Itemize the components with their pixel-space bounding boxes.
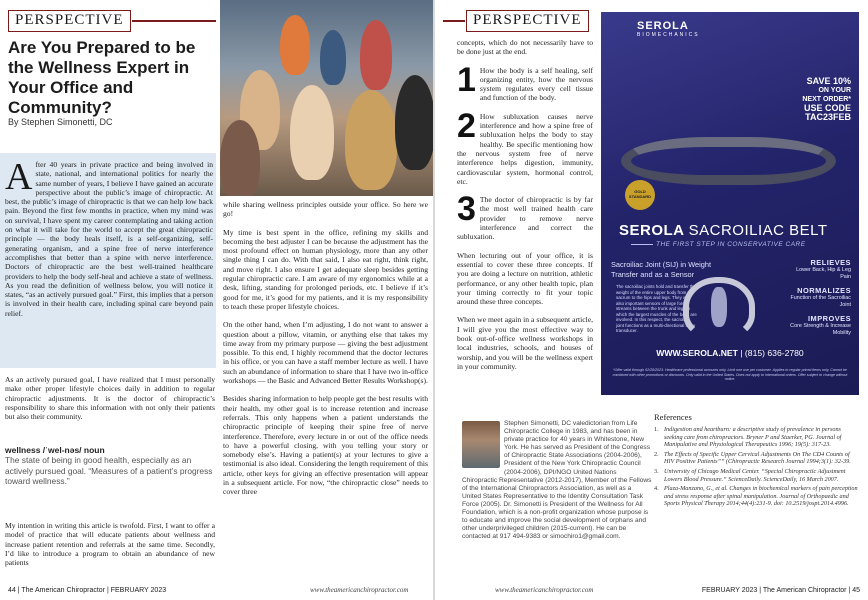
reference-item: 2. The Effects of Specific Upper Cervical Adjustments On The CD4 Counts of HIV Positive Patients”” (Chiropractic Research Journal 1994;3(1): 32-39. [654, 450, 851, 466]
numbered-item-1: 1 How the body is a self healing, self organizing entity, how the nervous system regulates every cell tissue and function of the body. [457, 65, 593, 103]
benefit-relieves: RELIEVES Lower Back, Hip & Leg Pain [796, 258, 851, 280]
ad-tagline: THE FIRST STEP IN CONSERVATIVE CARE [631, 241, 806, 248]
numbered-column [457, 38, 593, 380]
belt-product-image [621, 137, 836, 185]
serola-logo: SEROLA BIOMECHANICS [637, 20, 700, 38]
serola-advertisement[interactable] [601, 12, 859, 395]
promo-code: TAC23FEB [805, 112, 851, 122]
intro-paragraph: concepts, which do not necessarily have to be done just at the end. [457, 38, 593, 57]
footer-url-right: www.theamericanchiropractor.com [495, 586, 594, 594]
references-heading: References [654, 412, 692, 422]
ad-headline: SEROLA SACROILIAC BELT [619, 222, 828, 239]
item-number: 3 [457, 195, 476, 229]
author-photo [462, 421, 500, 468]
ad-website-link[interactable]: WWW.SEROLA.NET | (815) 636-2780 [656, 348, 804, 358]
gold-standard-seal-icon: GOLD STANDARD [625, 180, 655, 210]
article-title: Are You Prepared to be the Wellness Expert in Your Office and Community? [8, 38, 196, 117]
closing-paragraph: When we meet again in a subsequent article, I will give you the most effective way to book out-of-office wellness workshops in local industries, schools, and houses of worship, and you will be the wellness expert in your community. [457, 315, 593, 371]
right-page [435, 0, 868, 600]
reference-item: 4. Plaza-Manzano, G., et al. Changes in biochemical markers of pain perception and stress response after spinal manipulation. Journal of Orthopaedic and Sports Physical Therapy 2014;44(4):231-9. doi: 10.2519/jospt.2014.4996. [654, 485, 858, 508]
wellness-definition [5, 445, 215, 487]
sij-heading: Sacroiliac Joint (SIJ) in Weight Transfer and as a Sensor [611, 260, 712, 279]
ad-fine-print: *Offer valid through 02/28/2023. Healthcare professional accounts only. Limit one use per customer. Applies to regular priced items only. Cannot be combined with other promotions or discounts. Only valid in the United States. Does not apply to international orders. Offer subject to change without notice. [612, 368, 848, 382]
left-page [0, 0, 433, 600]
col2-paragraph-1: My time is best spent in the office, refining my skills and becoming the best adjuster I can be because the adjustment has the most profound effect on human physiology, more than any other single thing I can do. With that said, I also eat right, think right, and move right. I also ensure I get adequate sleep besides getting regular chiropractic care. I am aware of my ergonomics while at a desk, lifting, standing for prolonged periods, etc. I believe if it’s good for me, it’s good for my patients, and it is my responsibility to teach these proper lifestyle choices. [223, 227, 428, 311]
footer-folio-left: 44 | The American Chiropractor | FEBRUARY 2023 [8, 587, 167, 594]
footer-url-left: www.theamericanchiropractor.com [310, 586, 409, 594]
lede-paragraph: After 40 years in private practice and being involved in state, national, and international politics for nearly the same number of years, I believe I have gained an accurate perspective about the public’s image of chiropractic. At best, the public’s image of chiropractic is that we can help low back pain. Beyond the first few months in practice, when my mind was on survival, I have spent my career contemplating and taking action on what it will take for the world to accept the great chiropractic principle — the body heals itself, is a self-organizing, self-generating organism, and a spine free of nerve interference accomplishes that better than a spine with nerve interference. Doctors of chiropractic are the best well-trained healthcare providers to help the body self-heal and achieve a state of wellness. As you read the definition of wellness below, you will notice it states, “as an actively pursued goal.” First, this implies that a person is involved in their health care, including spinal care beyond pain relief. [5, 156, 213, 318]
sij-description: The sacroiliac joints hold and transfer the weight of the entire upper body from the sacrum to the hips and legs. They are also important sensors of large force streams between the trunk and legs in which the largest muscles of the body are involved. In this respect, the sacroiliac joint functions as a multi-directional force transducer. [616, 284, 697, 333]
column-two [223, 200, 428, 506]
drop-cap: A [5, 156, 33, 198]
intention-paragraph: My intention in writing this article is twofold. First, I want to offer a model of practice that will educate patients about wellness and increase patient retention and referrals at the same time. Secondly, I’d like to introduce a program to obtain an abundance of new patients [5, 521, 215, 568]
section-label: PERSPECTIVE [466, 10, 589, 32]
pelvis-illustration [683, 277, 755, 339]
item-number: 2 [457, 111, 476, 145]
definition-heading: wellness /ˈwel-nəs/ noun [5, 445, 105, 455]
col2-paragraph-2: On the other hand, when I’m adjusting, I do not want to answer a question about a pillow, vitamin, or anything else that takes my time away from my primary purpose — giving the best adjustment possible. To this end, I highly recommend that the doctor lectures in his office, or you can have a staff member lecture as well. I have such an abundance of information to share that I have two in-office workshops — the Basic and Advanced Better Results Workshop(s). [223, 320, 428, 386]
promo-offer: SAVE 10% ON YOUR NEXT ORDER* USE CODE TAC23FEB [761, 77, 851, 122]
benefit-improves: IMPROVES Core Strength & Increase Mobility [790, 314, 851, 336]
benefit-normalizes: NORMALIZES Function of the Sacroiliac Joint [790, 286, 851, 308]
numbered-item-2: 2 How subluxation causes nerve interference and how a spine free of subluxation helps the body to stay healthy. Be specific mentioning how the nervous system free of nerve interference helps digestion, immunity, cardiovascular system, hormonal control, etc. [457, 111, 593, 186]
goal-paragraph: As an actively pursued goal, I have realized that I must personally make other proper lifestyle choices daily in addition to regular chiropractic adjustments. It is the doctor of chiropractic’s responsibility to share this information with not only their patients but also their community. [5, 375, 215, 422]
references [654, 412, 860, 510]
col2-paragraph-3: Besides sharing information to help people get the best results with their health, my other goal is to increase retention and increase referrals. This only happens when a patient understands the chiropractic principle of keeping their spine free of nerve interference. Therefore, every lecture in or out of the office needs to have a powerful closing, with you telling your story or somebody else’s. Having a patient(s) at your lectures to give a testimonial is also ideal. Considering the length requirement of this article, other keys for giving an effective presentation will appear in a subsequent article. For now, “the chiropractic close” needs to cover three [223, 394, 428, 497]
reference-item: 3. University of Chicago Medical Center. “Special Chiropractic Adjustment Lowers Blood Pressure.” ScienceDaily. ScienceDaily, 16 March 2007. [654, 467, 846, 483]
item-number: 1 [457, 65, 476, 99]
section-label: PERSPECTIVE [8, 10, 131, 32]
reference-item: 1. Indigestion and heartburn: a descriptive study of prevalence in persons seeking care from chiropractors. Bryner P and Staerker, PG. Journal of Manipulative and Physiological Therapeutics 1996; 19(5): 317-23. [654, 426, 842, 449]
byline: By Stephen Simonetti, DC [8, 117, 113, 127]
numbered-item-3: 3 The doctor of chiropractic is by far the most well trained health care provider to remove nerve interference and correct the subluxation. [457, 195, 593, 242]
author-bio: Stephen Simonetti, DC valedictorian from Life Chiropractic College in 1983, and has been in private practice for 40 years in Whitestone, New York. He has served as President of the Congress of Chiropractic State Associations (2004-2006), President of the New York Chiropractic Council (2004-2006), DPI/NGO United Nations Chiropractic Representative (2012-2017), Member of the Fellows of the International Chiropractors Association, as well as a United States Representative to the Identity Consultation Task Force (2005). Dr. Simonetti is President of the Wellness for All Foundation, which is a non-profit organization whose purpose is to educate and improve the social development of orphans and other underprivileged children (2015-current). He can be contacted at 917 494-9383 or simochiro1@gmail.com. [462, 420, 652, 541]
footer-folio-right: FEBRUARY 2023 | The American Chiropractor | 45 [701, 587, 860, 594]
lede-box [0, 153, 216, 368]
lecture-audience-photo [220, 0, 433, 196]
col2-continuation: while sharing wellness principles outside your office. So here we go! [223, 200, 428, 219]
lecture-paragraph: When lecturing out of your office, it is essential to cover these three concepts. If you are doing a lecture on nutrition, athletic performance, or any other health topic, plan your timing correctly to fit your topic around these three concepts. [457, 250, 593, 307]
definition-body: The state of being in good health, especially as an actively pursued goal. “Measures of a patient’s progress toward wellness.” [5, 455, 213, 486]
